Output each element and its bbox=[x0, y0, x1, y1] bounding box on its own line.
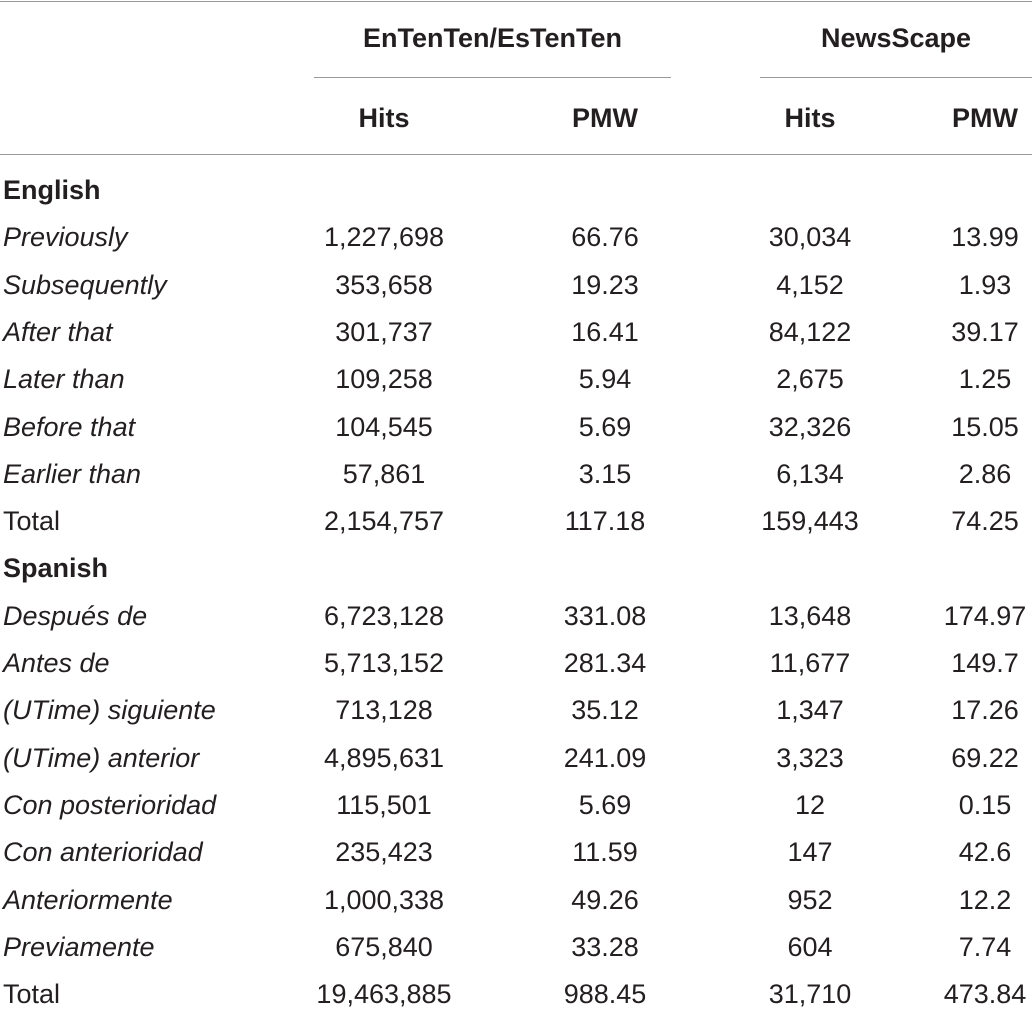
table-cell: 104,545 bbox=[335, 412, 433, 442]
table-cell: 1.25 bbox=[958, 364, 1012, 394]
row-label: Previamente bbox=[3, 932, 155, 962]
row-label: Previously bbox=[3, 222, 128, 252]
table-cell: 5,713,152 bbox=[323, 648, 445, 678]
row-label: (UTime) anterior bbox=[3, 743, 200, 773]
row-label: Con posterioridad bbox=[3, 790, 217, 820]
row-label: Total bbox=[3, 506, 61, 536]
table-cell: 16.41 bbox=[571, 317, 639, 347]
table-cell: 33.28 bbox=[571, 932, 639, 962]
table-cell: 1,227,698 bbox=[323, 222, 445, 252]
group1-underline bbox=[314, 77, 671, 78]
table-cell: 301,737 bbox=[335, 317, 433, 347]
row-label: (UTime) siguiente bbox=[3, 695, 216, 725]
table-cell: 15.05 bbox=[951, 412, 1019, 442]
group-header-entenen: EnTenTen/EsTenTen bbox=[362, 23, 623, 53]
table-cell: 42.6 bbox=[958, 837, 1012, 867]
table-cell: 6,134 bbox=[776, 459, 844, 489]
col-header-hits-1: Hits bbox=[358, 103, 410, 133]
table-cell: 2.86 bbox=[958, 459, 1012, 489]
table-cell: 2,675 bbox=[776, 364, 844, 394]
table-cell: 988.45 bbox=[563, 979, 647, 1009]
table-cell: 149.7 bbox=[951, 648, 1019, 678]
row-label: Antes de bbox=[3, 648, 110, 678]
row-label: Después de bbox=[3, 601, 148, 631]
row-label: After that bbox=[3, 317, 113, 347]
table-cell: 159,443 bbox=[761, 506, 859, 536]
table-cell: 35.12 bbox=[571, 695, 639, 725]
table-cell: 6,723,128 bbox=[323, 601, 445, 631]
table-cell: 147 bbox=[787, 837, 833, 867]
group2-underline bbox=[760, 77, 1032, 78]
table-cell: 4,895,631 bbox=[323, 743, 445, 773]
section-title: English bbox=[3, 175, 101, 205]
group-header-newsscape: NewsScape bbox=[820, 23, 972, 53]
table-cell: 74.25 bbox=[951, 506, 1019, 536]
table-cell: 11.59 bbox=[572, 837, 638, 867]
table-cell: 281.34 bbox=[563, 648, 647, 678]
table-cell: 5.69 bbox=[578, 412, 632, 442]
table-cell: 235,423 bbox=[335, 837, 433, 867]
table-cell: 0.15 bbox=[958, 790, 1012, 820]
table-cell: 66.76 bbox=[571, 222, 639, 252]
table-cell: 2,154,757 bbox=[323, 506, 445, 536]
table-cell: 84,122 bbox=[768, 317, 852, 347]
table-cell: 109,258 bbox=[335, 364, 433, 394]
table-cell: 32,326 bbox=[768, 412, 852, 442]
row-label: Anteriormente bbox=[3, 885, 173, 915]
table-cell: 31,710 bbox=[768, 979, 852, 1009]
table-cell: 675,840 bbox=[335, 932, 433, 962]
table-cell: 241.09 bbox=[563, 743, 647, 773]
table-cell: 115,501 bbox=[336, 790, 432, 820]
table-cell: 13.99 bbox=[951, 222, 1019, 252]
table-cell: 7.74 bbox=[958, 932, 1012, 962]
table-cell: 69.22 bbox=[951, 743, 1019, 773]
top-rule bbox=[0, 1, 1032, 2]
table-cell: 713,128 bbox=[335, 695, 433, 725]
table-cell: 57,861 bbox=[342, 459, 426, 489]
table-cell: 17.26 bbox=[951, 695, 1019, 725]
col-header-hits-2: Hits bbox=[784, 103, 836, 133]
table-cell: 117.18 bbox=[564, 506, 646, 536]
table-cell: 12 bbox=[794, 790, 826, 820]
section-title: Spanish bbox=[3, 553, 109, 583]
row-label: Con anterioridad bbox=[3, 837, 203, 867]
table-cell: 19.23 bbox=[571, 270, 639, 300]
row-label: Total bbox=[3, 979, 61, 1009]
table-cell: 5.94 bbox=[578, 364, 632, 394]
table-cell: 3.15 bbox=[578, 459, 632, 489]
table-cell: 39.17 bbox=[951, 317, 1019, 347]
table-cell: 3,323 bbox=[776, 743, 844, 773]
table-cell: 473.84 bbox=[943, 979, 1027, 1009]
table-cell: 11,677 bbox=[769, 648, 851, 678]
col-header-pmw-2: PMW bbox=[952, 103, 1018, 133]
header-bottom-rule bbox=[0, 154, 1032, 155]
table-cell: 331.08 bbox=[563, 601, 647, 631]
table-cell: 1,000,338 bbox=[323, 885, 445, 915]
table-cell: 12.2 bbox=[958, 885, 1012, 915]
row-label: Subsequently bbox=[3, 270, 167, 300]
row-label: Later than bbox=[3, 364, 125, 394]
row-label: Earlier than bbox=[3, 459, 142, 489]
table-cell: 49.26 bbox=[571, 885, 639, 915]
table-cell: 604 bbox=[787, 932, 833, 962]
table-cell: 5.69 bbox=[578, 790, 632, 820]
table-cell: 174.97 bbox=[943, 601, 1027, 631]
table-cell: 1.93 bbox=[958, 270, 1012, 300]
table-cell: 1,347 bbox=[776, 695, 844, 725]
col-header-pmw-1: PMW bbox=[572, 103, 638, 133]
table-cell: 952 bbox=[787, 885, 833, 915]
table-cell: 353,658 bbox=[335, 270, 433, 300]
table-cell: 13,648 bbox=[768, 601, 852, 631]
table-cell: 19,463,885 bbox=[316, 979, 452, 1009]
row-label: Before that bbox=[3, 412, 136, 442]
table-cell: 30,034 bbox=[768, 222, 852, 252]
table-cell: 4,152 bbox=[776, 270, 844, 300]
